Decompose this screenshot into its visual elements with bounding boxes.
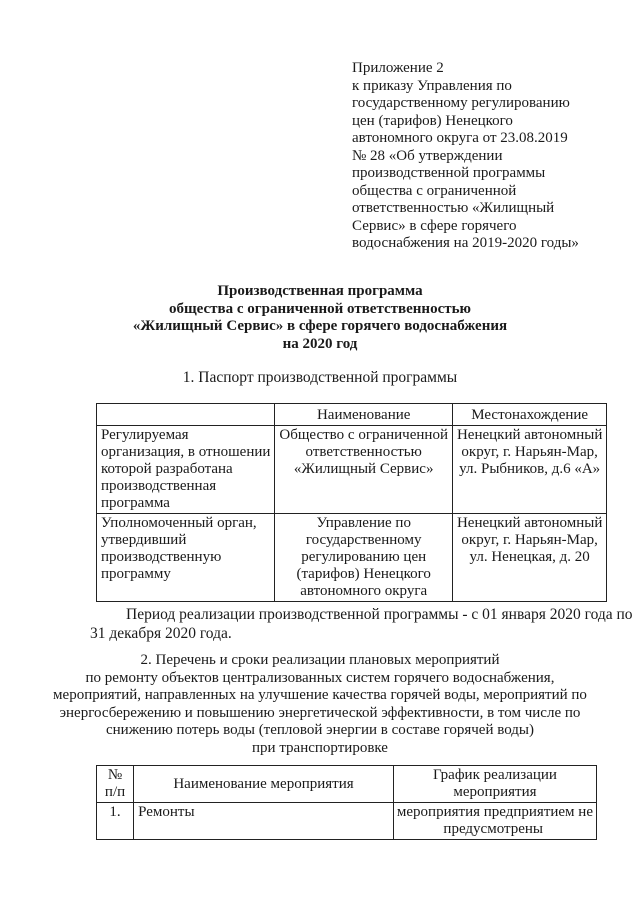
passport-table bbox=[96, 403, 607, 602]
section2-heading bbox=[0, 652, 640, 757]
cell-line: «Жилищный Сервис» bbox=[293, 461, 434, 477]
appendix-line: государственному регулированию bbox=[352, 95, 570, 111]
cell-line: Ненецкий автономный bbox=[456, 427, 603, 443]
cell-line: предусмотрены bbox=[443, 821, 543, 837]
cell-line: График реализации bbox=[432, 767, 557, 783]
header-cell-location: Местонахождение bbox=[452, 404, 606, 426]
table-header-row bbox=[97, 766, 597, 803]
table-row bbox=[97, 426, 607, 514]
cell-label bbox=[97, 426, 275, 514]
cell-line: автономного округа bbox=[300, 583, 428, 599]
section1-heading: 1. Паспорт производственной программы bbox=[182, 369, 458, 386]
title-line: Производственная программа bbox=[217, 283, 423, 299]
cell-line: ул. Ненецкая, д. 20 bbox=[469, 549, 590, 565]
table-header-row bbox=[97, 404, 607, 426]
cell-name bbox=[275, 514, 453, 602]
title-line: на 2020 год bbox=[282, 335, 358, 352]
cell-number: 1. bbox=[97, 803, 134, 840]
appendix-line: производственной программы bbox=[352, 165, 546, 181]
appendix-header bbox=[352, 60, 612, 253]
cell-line: (тарифов) Ненецкого bbox=[296, 566, 431, 582]
section2-heading-line: по ремонту объектов централизованных систем горячего водоснабжения, bbox=[85, 669, 555, 686]
header-cell-empty bbox=[97, 404, 275, 426]
document-title bbox=[0, 283, 640, 353]
cell-label bbox=[97, 514, 275, 602]
cell-line: которой разработана bbox=[101, 461, 233, 477]
cell-schedule bbox=[393, 803, 596, 840]
cell-line: производственную bbox=[101, 549, 222, 565]
cell-line: п/п bbox=[104, 784, 126, 800]
period-paragraph bbox=[90, 605, 633, 643]
period-line: Период реализации производственной программы - с 01 января 2020 года по bbox=[126, 606, 633, 623]
cell-line: мероприятия предприятием не bbox=[396, 804, 593, 820]
appendix-line: цен (тарифов) Ненецкого bbox=[352, 112, 513, 129]
cell-event-name: Ремонты bbox=[134, 803, 394, 840]
section2-heading-line: мероприятий, направленных на улучшение качества горячей воды, мероприятий по bbox=[53, 687, 587, 703]
cell-line: ответственностью bbox=[305, 444, 422, 460]
cell-line: Уполномоченный орган, bbox=[101, 515, 257, 531]
table-row bbox=[97, 803, 597, 840]
title-line: общества с ограниченной ответственностью bbox=[169, 300, 471, 317]
appendix-line: Сервис» в сфере горячего bbox=[352, 217, 517, 234]
cell-line: округ, г. Нарьян-Мар, bbox=[461, 532, 598, 548]
cell-name bbox=[275, 426, 453, 514]
appendix-line: Приложение 2 bbox=[352, 60, 444, 76]
cell-line: мероприятия bbox=[453, 784, 537, 800]
cell-line: Ненецкий автономный bbox=[456, 515, 603, 531]
cell-location bbox=[452, 426, 606, 514]
cell-line: утвердивший bbox=[101, 532, 187, 548]
cell-line: регулированию цен bbox=[301, 549, 427, 565]
section2-heading-line: 2. Перечень и сроки реализации плановых мероприятий bbox=[140, 652, 500, 668]
title-line: «Жилищный Сервис» в сфере горячего водоснабжения bbox=[132, 318, 508, 334]
period-line: 31 декабря 2020 года. bbox=[90, 625, 232, 642]
appendix-line: № 28 «Об утверждении bbox=[352, 147, 503, 164]
cell-line: округ, г. Нарьян-Мар, bbox=[461, 444, 598, 460]
appendix-line: ответственностью «Жилищный bbox=[352, 200, 555, 216]
appendix-line: водоснабжения на 2019-2020 годы» bbox=[352, 235, 579, 251]
header-cell-event-name: Наименование мероприятия bbox=[134, 766, 394, 803]
header-cell-schedule bbox=[393, 766, 596, 803]
cell-line: Регулируемая bbox=[101, 427, 189, 443]
cell-line: государственному bbox=[305, 532, 422, 548]
events-table bbox=[96, 765, 597, 840]
cell-line: программу bbox=[101, 566, 171, 582]
cell-line: № bbox=[107, 767, 123, 783]
header-cell-number bbox=[97, 766, 134, 803]
cell-line: Управление по bbox=[316, 515, 411, 531]
table-row bbox=[97, 514, 607, 602]
cell-line: Общество с ограниченной bbox=[279, 427, 448, 443]
cell-line: ул. Рыбников, д.6 «А» bbox=[459, 461, 601, 477]
section2-heading-line: снижению потерь воды (тепловой энергии в составе горячей воды) bbox=[106, 722, 534, 738]
cell-line: программа bbox=[101, 495, 170, 511]
header-cell-name: Наименование bbox=[275, 404, 453, 426]
appendix-line: общества с ограниченной bbox=[352, 182, 517, 199]
appendix-line: автономного округа от 23.08.2019 bbox=[352, 130, 568, 146]
appendix-line: к приказу Управления по bbox=[352, 77, 512, 94]
cell-location bbox=[452, 514, 606, 602]
cell-line: производственная bbox=[101, 478, 217, 494]
section2-heading-line: при транспортировке bbox=[252, 739, 388, 756]
section2-heading-line: энергосбережению и повышению энергетической эффективности, в том числе по bbox=[59, 704, 581, 721]
cell-line: организация, в отношении bbox=[101, 444, 271, 460]
